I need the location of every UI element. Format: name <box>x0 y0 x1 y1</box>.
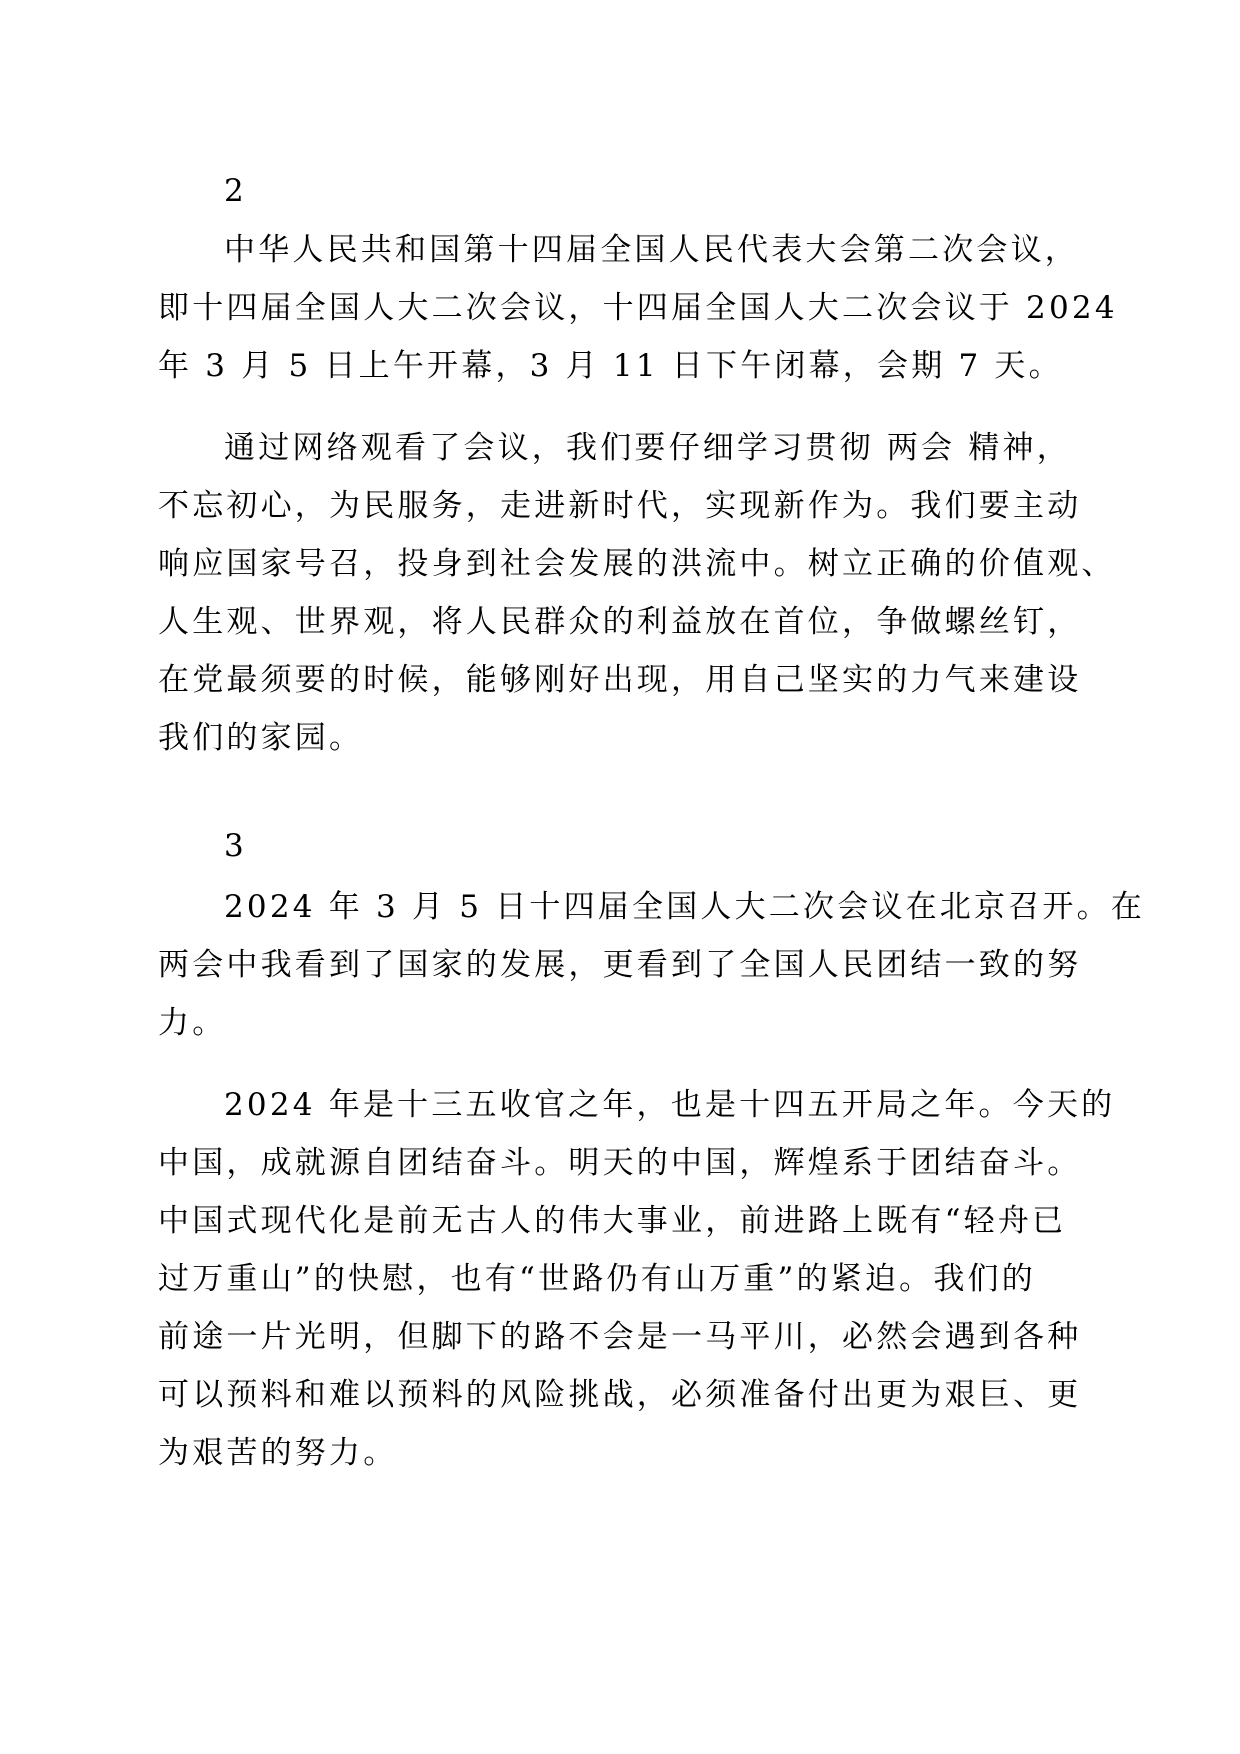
paragraph-line: 响应国家号召，投身到社会发展的洪流中。树立正确的价值观、 <box>158 546 1116 582</box>
paragraph-line: 中国式现代化是前无古人的伟大事业，前进路上既有“轻舟已 <box>158 1203 1067 1239</box>
section-number: 2 <box>224 173 244 209</box>
paragraph-line: 通过网络观看了会议，我们要仔细学习贯彻 两会 精神， <box>224 430 1071 466</box>
paragraph-line: 年 3 月 5 日上午开幕，3 月 11 日下午闭幕，会期 7 天。 <box>158 348 1063 384</box>
paragraph-line: 为艰苦的努力。 <box>158 1435 398 1471</box>
paragraph-line: 过万重山”的快慰，也有“世路仍有山万重”的紧迫。我们的 <box>158 1261 1036 1297</box>
paragraph-line: 中国，成就源自团结奋斗。明天的中国，辉煌系于团结奋斗。 <box>158 1145 1082 1181</box>
paragraph-line: 2024 年是十三五收官之年，也是十四五开局之年。今天的 <box>224 1087 1116 1123</box>
paragraph-line: 两会中我看到了国家的发展，更看到了全国人民团结一致的努 <box>158 947 1082 983</box>
paragraph-line: 不忘初心，为民服务，走进新时代，实现新作为。我们要主动 <box>158 488 1082 524</box>
paragraph-line: 可以预料和难以预料的风险挑战，必须准备付出更为艰巨、更 <box>158 1377 1082 1413</box>
paragraph-line: 中华人民共和国第十四届全国人民代表大会第二次会议， <box>224 232 1079 268</box>
paragraph-line: 在党最须要的时候，能够刚好出现，用自己坚实的力气来建设 <box>158 662 1082 698</box>
section-number: 3 <box>224 828 244 864</box>
paragraph-line: 即十四届全国人大二次会议，十四届全国人大二次会议于 2024 <box>158 290 1118 326</box>
paragraph-line: 前途一片光明，但脚下的路不会是一马平川，必然会遇到各种 <box>158 1319 1082 1355</box>
paragraph-line: 我们的家园。 <box>158 720 364 756</box>
paragraph-line: 人生观、世界观，将人民群众的利益放在首位，争做螺丝钉， <box>158 604 1082 640</box>
paragraph-line: 2024 年 3 月 5 日十四届全国人大二次会议在北京召开。在 <box>224 889 1146 925</box>
paragraph-line: 力。 <box>158 1005 227 1041</box>
